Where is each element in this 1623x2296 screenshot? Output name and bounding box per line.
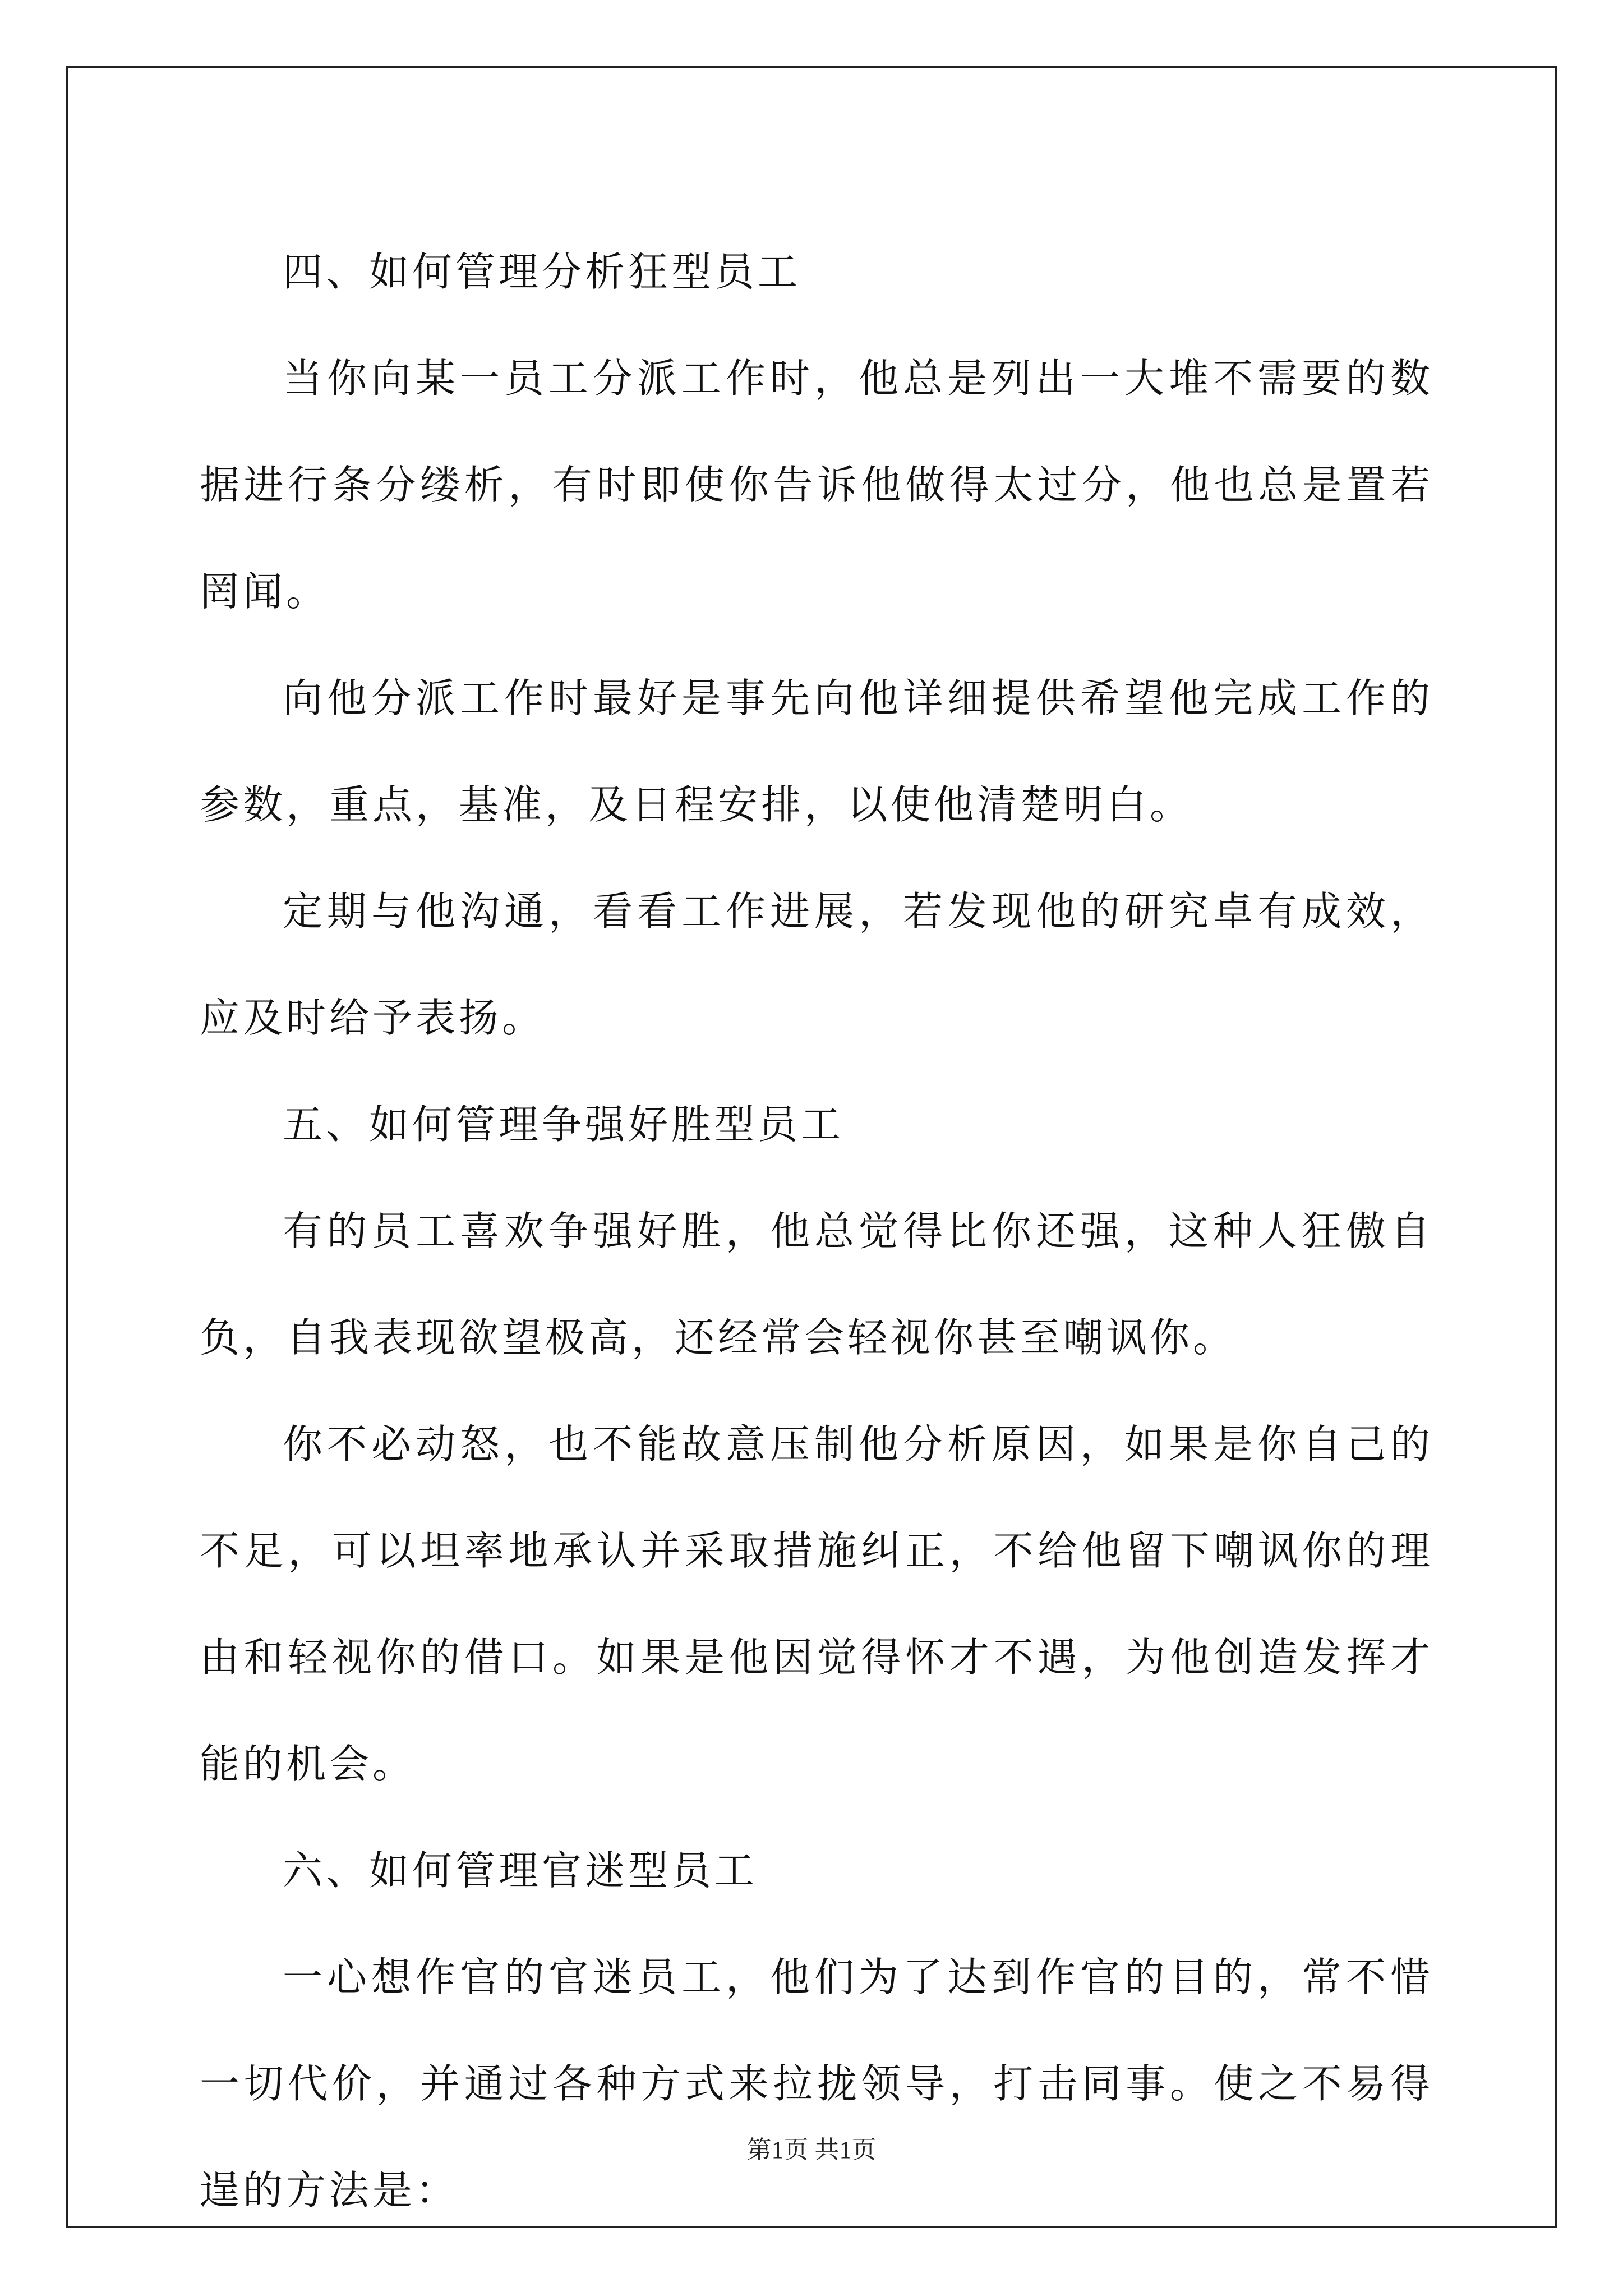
heading-section-6: 六、如何管理官迷型员工 [283,1847,758,1894]
paragraph: 定期与他沟通，看看工作进展，若发现他的研究卓有成效，应及时给予表扬。 [200,888,1433,1041]
paragraph: 向他分派工作时最好是事先向他详细提供希望他完成工作的参数，重点，基准，及日程安排，以使他清楚明白。 [200,675,1433,828]
paragraph: 一心想作官的官迷员工，他们为了达到作官的目的，常不惜一切代价，并通过各种方式来拉拢领导，打击同事。使之不易得逞的方法是： [200,1954,1433,2214]
paragraph: 当你向某一员工分派工作时，他总是列出一大堆不需要的数据进行条分缕析，有时即使你告诉他做得太过分，他也总是置若罔闻。 [200,355,1433,615]
document-body [200,219,1433,2244]
heading-section-5: 五、如何管理争强好胜型员工 [283,1101,845,1148]
paragraph: 有的员工喜欢争强好胜，他总觉得比你还强，这种人狂傲自负，自我表现欲望极高，还经常会轻视你甚至嘲讽你。 [200,1208,1433,1361]
page-footer: 第1页 共1页 [746,2136,877,2164]
heading-section-4: 四、如何管理分析狂型员工 [283,249,801,295]
paragraph: 你不必动怒，也不能故意压制他分析原因，如果是你自己的不足，可以坦率地承认并采取措施纠正，不给他留下嘲讽你的理由和轻视你的借口。如果是他因觉得怀才不遇，为他创造发挥才能的机会。 [200,1421,1433,1787]
